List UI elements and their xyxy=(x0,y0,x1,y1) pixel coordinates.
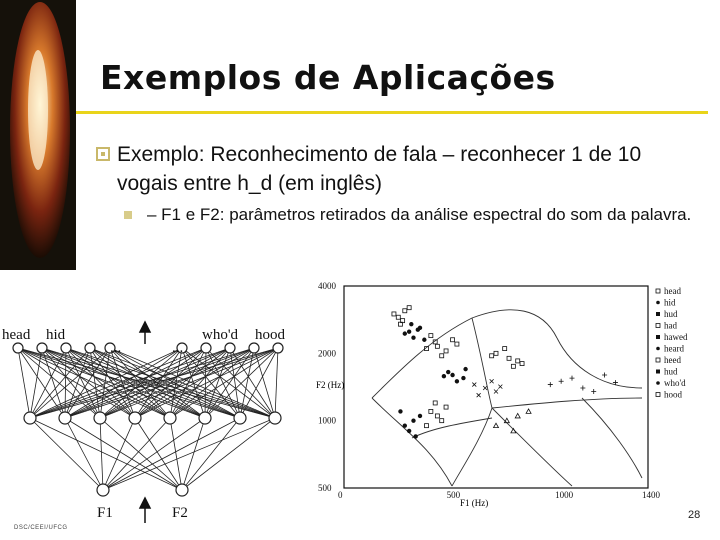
x-tick-label: 1400 xyxy=(642,490,660,500)
legend-label: hid xyxy=(664,297,676,308)
sub-bullet-text: – F1 e F2: parâmetros retirados da análise espectral do som da palavra. xyxy=(147,205,692,224)
hidden-node xyxy=(59,412,71,424)
legend-marker xyxy=(656,289,660,293)
data-point xyxy=(412,336,416,340)
hidden-node xyxy=(269,412,281,424)
data-point xyxy=(412,419,416,423)
legend-marker xyxy=(656,301,660,305)
hidden-node xyxy=(234,412,246,424)
legend-marker xyxy=(656,358,660,362)
y-tick-label: 1000 xyxy=(318,415,336,426)
x-axis-label: F1 (Hz) xyxy=(460,498,489,508)
legend-marker xyxy=(656,381,660,385)
x-tick-label: 1000 xyxy=(555,490,574,500)
page-number: 28 xyxy=(688,509,701,521)
data-point xyxy=(410,322,414,326)
y-axis-label: F2 (Hz) xyxy=(316,380,345,390)
data-point xyxy=(403,332,407,336)
hidden-node xyxy=(24,412,36,424)
hidden-node xyxy=(94,412,106,424)
legend-label: hawed xyxy=(664,332,688,342)
legend-label: heard xyxy=(664,343,684,354)
bullet-label: Exemplo xyxy=(117,143,199,166)
legend-marker xyxy=(656,393,660,397)
decorative-image xyxy=(0,0,76,270)
legend-label: hud xyxy=(664,366,678,377)
legend-marker xyxy=(656,370,660,374)
output-node xyxy=(249,343,259,353)
input-label-f2: F2 xyxy=(172,505,188,521)
output-node xyxy=(85,343,95,353)
input-arrow-head xyxy=(140,498,150,508)
x-tick-label: 500 xyxy=(446,490,461,500)
bullet-rest: : Reconhecimento de fala – reconhecer 1 de 10 vogais entre h_d (em inglês) xyxy=(117,143,642,195)
data-point xyxy=(455,379,459,383)
data-point xyxy=(446,370,450,374)
input-label-f1: F1 xyxy=(97,505,113,521)
bullet-icon xyxy=(96,147,110,161)
data-point xyxy=(407,330,411,334)
legend-label: who'd xyxy=(664,378,686,388)
data-point xyxy=(403,424,407,428)
neural-network-diagram xyxy=(0,318,300,528)
data-point xyxy=(416,328,420,332)
output-label-head: head xyxy=(2,327,31,343)
data-point xyxy=(451,373,455,377)
output-node xyxy=(13,343,23,353)
output-node xyxy=(225,343,235,353)
footer-source: DSC/CEEI/UFCG xyxy=(14,525,68,531)
formant-chart-svg xyxy=(312,278,708,510)
data-point xyxy=(423,338,427,342)
input-node xyxy=(97,484,109,496)
legend-marker xyxy=(656,335,660,339)
data-point xyxy=(442,374,446,378)
legend-label: head xyxy=(664,286,681,296)
legend-label: hood xyxy=(664,389,682,400)
plot-frame xyxy=(344,286,648,488)
hidden-node xyxy=(129,412,141,424)
legend-label: had xyxy=(664,320,677,331)
output-node xyxy=(61,343,71,353)
output-label-whod: who'd xyxy=(202,327,239,343)
output-arrow-head xyxy=(140,322,150,332)
data-point xyxy=(464,367,468,371)
title-divider xyxy=(76,111,708,114)
legend-label: heed xyxy=(664,355,681,365)
output-node xyxy=(201,343,211,353)
y-tick-label: 4000 xyxy=(318,281,336,291)
data-point xyxy=(418,414,422,418)
legend-marker xyxy=(656,324,660,328)
data-point xyxy=(414,435,418,439)
data-point xyxy=(399,410,403,414)
legend-label: hud xyxy=(664,309,678,319)
output-label-hood: hood xyxy=(255,327,285,343)
x-tick-label: 0 xyxy=(338,490,343,500)
slide-title: Exemplos de Aplicações xyxy=(100,58,556,97)
data-point xyxy=(407,429,411,433)
output-node xyxy=(37,343,47,353)
output-label-hid: hid xyxy=(46,327,66,343)
formant-chart xyxy=(312,278,708,510)
input-node xyxy=(176,484,188,496)
output-label-ellipsis-2: ... xyxy=(172,340,184,356)
bullet-text xyxy=(117,140,677,198)
data-point xyxy=(462,376,466,380)
output-node xyxy=(273,343,283,353)
legend-marker xyxy=(656,312,660,316)
y-tick-label: 500 xyxy=(318,483,332,493)
hidden-node xyxy=(164,412,176,424)
output-label-ellipsis-1: ... xyxy=(110,340,122,356)
legend-marker xyxy=(656,347,660,351)
y-tick-label: 2000 xyxy=(318,348,336,359)
sub-bullet-icon xyxy=(124,211,132,219)
hidden-node xyxy=(199,412,211,424)
